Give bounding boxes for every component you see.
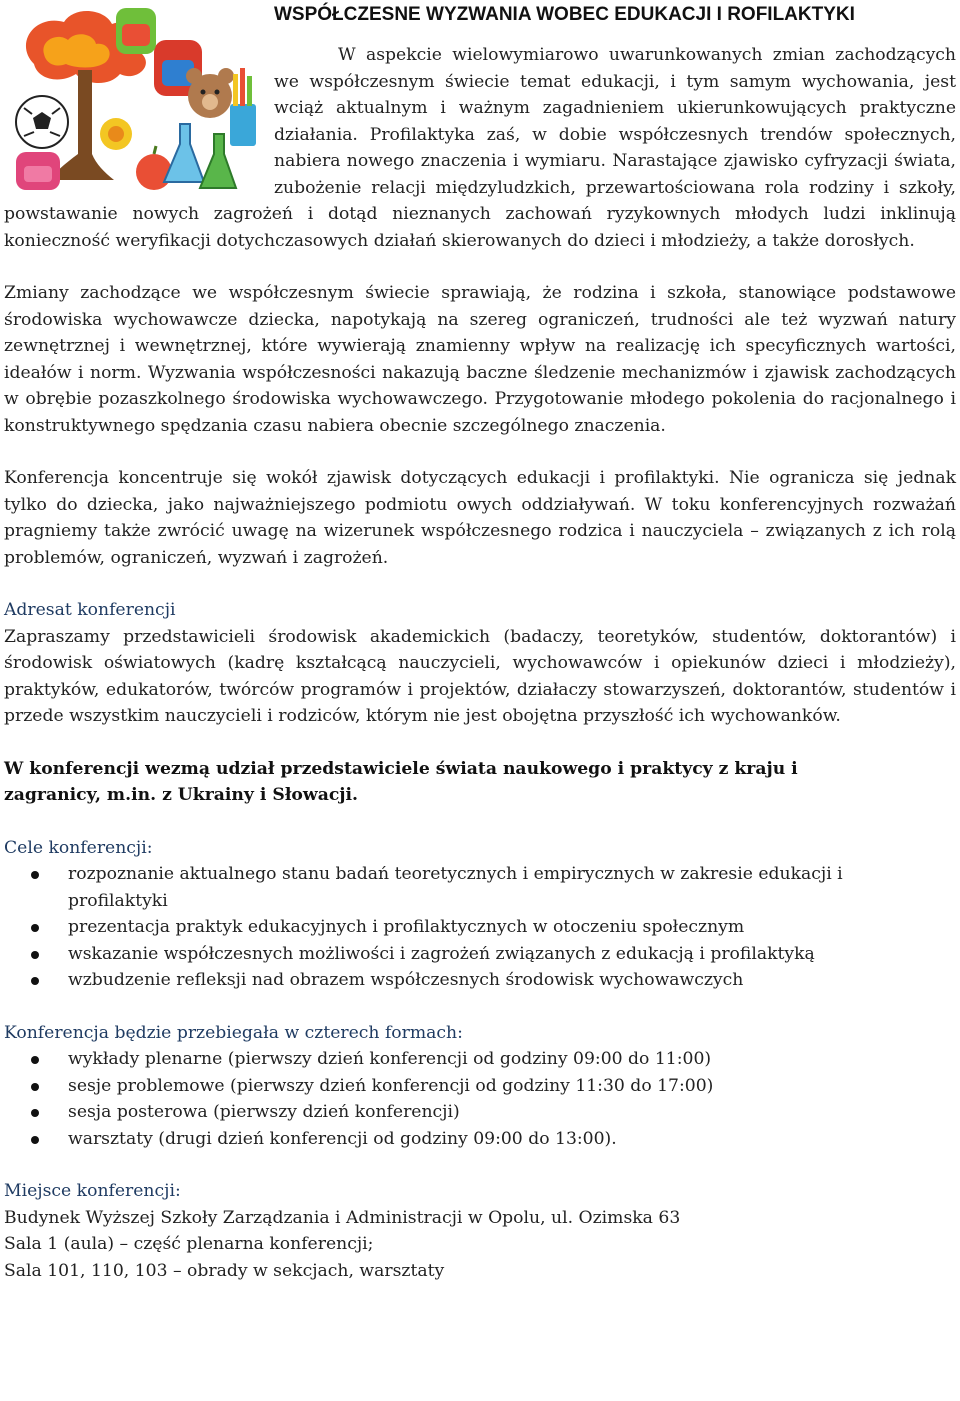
goals-heading: Cele konferencji: bbox=[4, 837, 153, 858]
paragraph-family-school: Zmiany zachodzące we współczesnym świecie sprawiają, że rodzina i szkoła, stanowiące podstawowe środowiska wychowawcze dziecka, napotykają na szereg ograniczeń, trudności ale też wyzwań natury zewnętrznej i wewnętrznej, które wywierają znamienny wpływ na realizację ich specyficznych wartości, ideałów i norm. Wyzwania współczesności nakazują baczne śledzenie mechanizmów i zjawisk zachodzących w obrębie pozaszkolnego środowiska wychowawczego. Przygotowanie młodego pokolenia do racjonalnego i konstruktywnego spędzania czasu nabiera obecnie szczególnego znaczenia. bbox=[4, 283, 956, 436]
formats-list bbox=[4, 1046, 956, 1152]
addressee-text: Zapraszamy przedstawicieli środowisk akademickich (badaczy, teoretyków, studentów, doktorantów) i środowisk oświatowych (kadrę kształcącą nauczycieli, wychowawców i opiekunów dzieci i młodzieży), praktyków, edukatorów, twórców programów i projektów, działaczy stowarzyszeń, doktorantów, studentów i przede wszystkim nauczycieli i rodziców, którym nie jest obojętna przyszłość ich wychowanków. bbox=[4, 626, 956, 726]
school-supplies-illustration bbox=[4, 4, 266, 194]
list-item: rozpoznanie aktualnego stanu badań teoretycznych i empirycznych w zakresie edukacji i profilaktyki bbox=[68, 861, 926, 914]
venue-plenary-room: Sala 1 (aula) – część plenarna konferencji; bbox=[4, 1234, 374, 1254]
list-item: sesja posterowa (pierwszy dzień konferencji) bbox=[68, 1099, 956, 1126]
list-item: wykłady plenarne (pierwszy dzień konferencji od godziny 09:00 do 11:00) bbox=[68, 1046, 956, 1073]
list-item: warsztaty (drugi dzień konferencji od godziny 09:00 do 13:00). bbox=[68, 1126, 956, 1153]
document-title: WSPÓŁCZESNE WYZWANIA WOBEC EDUKACJI I ROFILAKTYKI bbox=[274, 4, 855, 25]
addressee-heading: Adresat konferencji bbox=[4, 600, 176, 620]
formats-heading: Konferencja będzie przebiegała w czterech formach: bbox=[4, 1022, 463, 1043]
venue-heading: Miejsce konferencji: bbox=[4, 1181, 181, 1201]
goals-list bbox=[4, 861, 956, 994]
venue-section-rooms: Sala 101, 110, 103 – obrady w sekcjach, warsztaty bbox=[4, 1260, 445, 1281]
list-item: wskazanie współczesnych możliwości i zagrożeń związanych z edukacją i profilaktyką bbox=[68, 941, 926, 968]
list-item: wzbudzenie refleksji nad obrazem współczesnych środowisk wychowawczych bbox=[68, 967, 926, 994]
paragraph-conference-focus: Konferencja koncentruje się wokół zjawisk dotyczących edukacji i profilaktyki. Nie ogranicza się jednak tylko do dziecka, jako najważniejszego podmiotu owych oddziaływań. W toku konferencyjnych rozważań pragniemy także zwrócić uwagę na wizerunek współczesnego rodzica i nauczyciela – związanych z ich rolą problemów, ograniczeń, wyzwań i zagrożeń. bbox=[4, 468, 956, 568]
list-item: prezentacja praktyk edukacyjnych i profilaktycznych w otoczeniu społecznym bbox=[68, 914, 926, 941]
intro-paragraph: W aspekcie wielowymiarowo uwarunkowanych zmian zachodzących we współczesnym świecie temat edukacji, i tym samym wychowania, jest wciąż aktualnym i ważnym zagadnieniem ukierunkowujących praktyczne działania. Profilaktyka zaś, w dobie współczesnych trendów społecznych, nabiera nowego znaczenia i wymiaru. Narastające zjawisko cyfryzacji świata, zubożenie relacji międzyludzkich, przewartościowana rola rodziny i szkoły, powstawanie nowych zagrożeń i dotąd nieznanych zachowań ryzykownych młodych ludzi inklinują konieczność weryfikacji dotychczasowych działań skierowanych do dzieci i młodzieży, a także dorosłych. bbox=[4, 45, 956, 251]
document-page bbox=[4, 0, 956, 1284]
list-item: sesje problemowe (pierwszy dzień konferencji od godziny 11:30 do 17:00) bbox=[68, 1073, 956, 1100]
participants-note: W konferencji wezmą udział przedstawiciele świata naukowego i praktycy z kraju i zagranicy, m.in. z Ukrainy i Słowacji. bbox=[4, 758, 798, 805]
venue-address: Budynek Wyższej Szkoły Zarządzania i Administracji w Opolu, ul. Ozimska 63 bbox=[4, 1207, 681, 1228]
